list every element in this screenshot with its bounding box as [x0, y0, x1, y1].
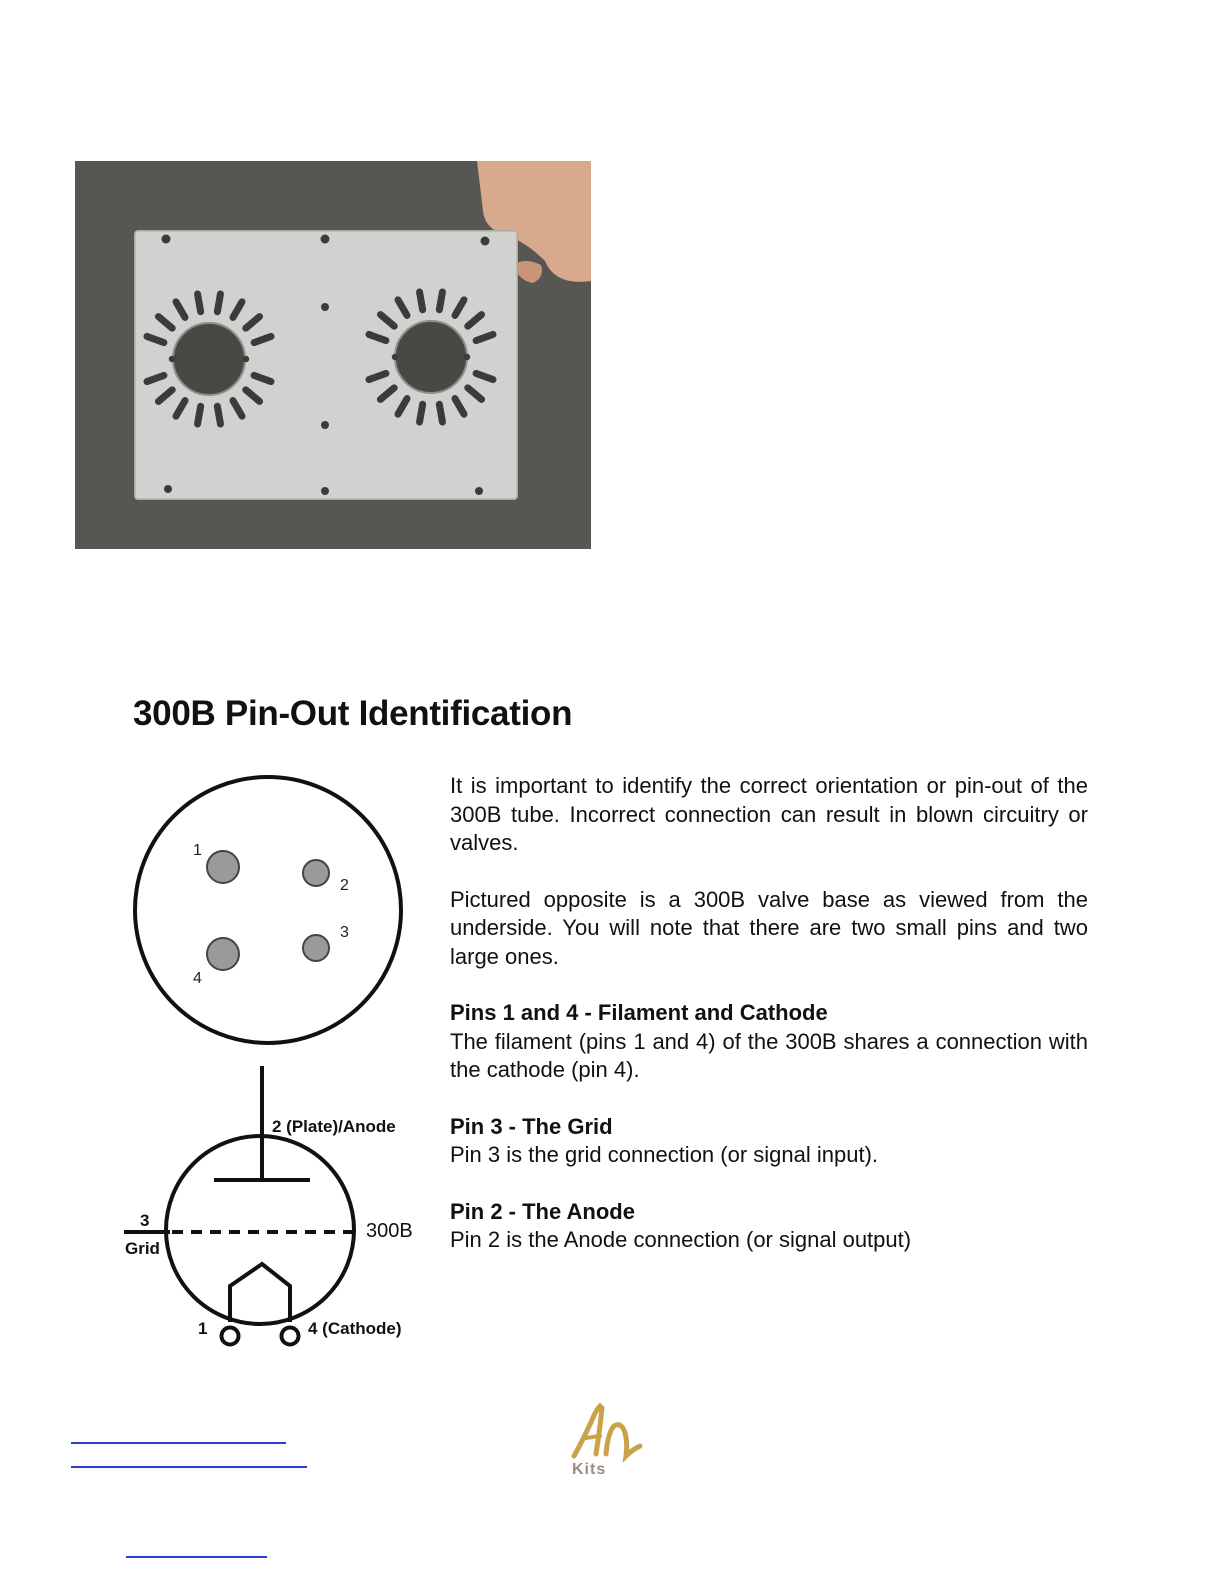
vent-slot [217, 294, 220, 312]
vent-slot [198, 406, 201, 424]
section-grid-heading: Pin 3 - The Grid [450, 1113, 613, 1139]
vent-slot [420, 404, 423, 422]
description-column [450, 772, 1088, 1283]
section-grid-text: Pin 3 is the grid connection (or signal input). [450, 1142, 879, 1167]
an-kits-logo-icon [566, 1398, 646, 1478]
pin-2-label: 2 [340, 877, 349, 894]
pin-3 [303, 935, 329, 961]
section-filament-text: The filament (pins 1 and 4) of the 300B shares a connection with the cathode (pin 4). [450, 1028, 1088, 1082]
section-filament-heading: Pins 1 and 4 - Filament and Cathode [450, 1000, 828, 1025]
top-plate-photo [75, 161, 591, 549]
tube-schematic [110, 1060, 430, 1370]
pin-4 [207, 938, 239, 970]
section-anode-text: Pin 2 is the Anode connection (or signal output) [450, 1227, 912, 1252]
footer-link-2[interactable] [71, 1466, 307, 1468]
pin-4-label: 4 [193, 970, 202, 987]
cathode-label: 4 (Cathode) [308, 1319, 402, 1338]
valve-base-diagram [110, 760, 430, 1060]
grid-label: Grid [125, 1239, 160, 1258]
grid-number-label: 3 [140, 1211, 150, 1230]
vent-slot [198, 294, 201, 312]
pin-3-label: 3 [340, 924, 349, 941]
pin-1 [207, 851, 239, 883]
tube-type-label: 300B [366, 1220, 413, 1242]
pin-2 [303, 860, 329, 886]
section-anode-heading: Pin 2 - The Anode [450, 1198, 635, 1224]
pin-1-label: 1 [193, 842, 202, 859]
logo-text: Kits [572, 1461, 607, 1478]
page-title: 300B Pin-Out Identification [133, 694, 573, 733]
footer-link-3[interactable] [126, 1556, 267, 1558]
vent-slot [420, 292, 423, 310]
vent-slot [439, 404, 442, 422]
anode-label: 2 (Plate)/Anode [272, 1117, 396, 1136]
pictured-paragraph: Pictured opposite is a 300B valve base as viewed from the underside. You will note that there are two small pins and two large ones. [450, 886, 1088, 969]
filament-pin-1-label: 1 [198, 1319, 208, 1338]
vent-slot [217, 406, 220, 424]
intro-paragraph: It is important to identify the correct orientation or pin-out of the 300B tube. Incorrect connection can result in blown circuitry or valves. [450, 773, 1088, 855]
vent-slot [439, 292, 442, 310]
footer-link-1[interactable] [71, 1442, 286, 1444]
